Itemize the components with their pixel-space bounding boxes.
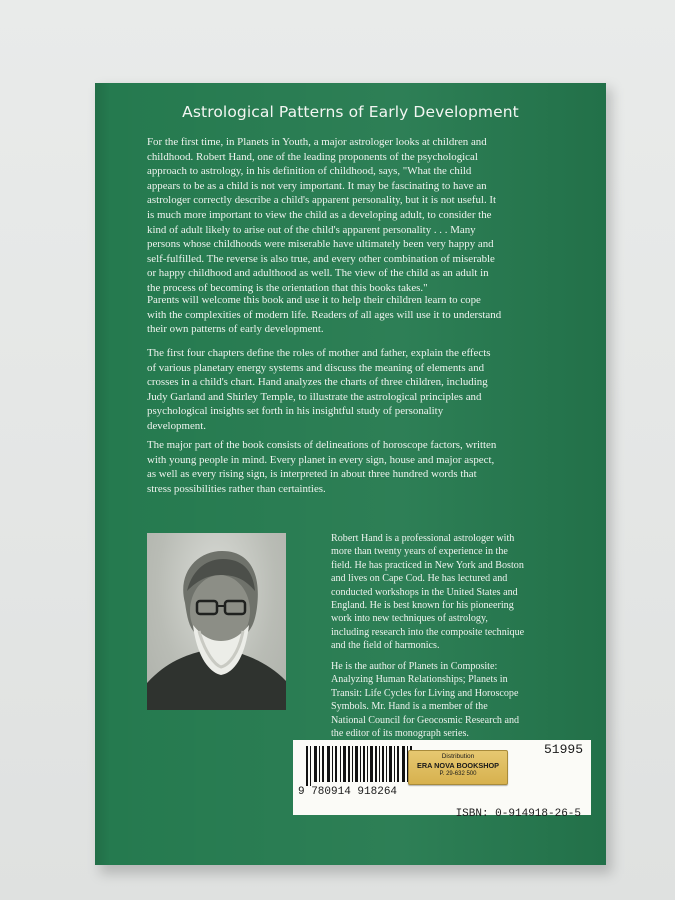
distribution-sticker: Distribution ERA NOVA BOOKSHOP P. 29-632 500 <box>408 750 508 785</box>
price-code: 51995 <box>543 742 583 757</box>
author-bio-paragraph-2: He is the author of Planets in Composite: Analyzing Human Relationships; Planets in Transit: Life Cycles for Living and Horoscope Symbols. Mr. Hand is a member of the National Council for Geocosmic Research and the editor of its monograph series. <box>331 661 520 740</box>
description-paragraph-2: Parents will welcome this book and use it to help their children learn to cope with the complexities of modern life. Readers of all ages will use it to understand their own patterns of early development. <box>147 294 502 336</box>
barcode-area <box>298 742 583 820</box>
description-paragraph-1: For the first time, in Planets in Youth, a major astrologer looks at children and childhood. Robert Hand, one of the leading proponents of the psychological approach to astrology, in his definition of childhood, says, "What the child appears to be as a child is not very important. It may be fascinating to have an astrologer correctly describe a child's apparent personality, but it is not useful. It is much more important to view the child as a developing adult, to consider the kind of adult likely to arise out of the child's apparent personality . . . Many persons whose childhoods were miserable have ultimately been very happy and self-fulfilled. The reverse is also true, and every other combination of miserable or happy childhood and adulthood as well. The view of the child as an adult in the process of becoming is the orientation that this books takes." <box>147 136 497 294</box>
book-back-cover <box>95 83 606 865</box>
cover-title: Astrological Patterns of Early Development <box>182 103 519 121</box>
barcode-number: 9 780914 918264 <box>298 786 398 798</box>
description-paragraph-4: The major part of the book consists of delineations of horoscope factors, written with young people in mind. Every planet in every sign, house and major aspect, as well as every rising sign, is interpreted in about three hundred words that stress possibilities rather than certainties. <box>147 439 497 495</box>
isbn-label: ISBN: 0-914918-26-5 <box>455 808 581 820</box>
author-bio-paragraph-1: Robert Hand is a professional astrologer with more than twenty years of experience in the field. He has practiced in New York and Boston and lives on Cape Cod. He has lectured and conducted workshops in the United States and England. He is best known for his pioneering work into new techniques of astrology, including research into the composite technique and the field of harmonics. <box>331 533 525 652</box>
author-portrait-image <box>147 533 286 710</box>
description-paragraph-3: The first four chapters define the roles of mother and father, explain the effects of various planetary energy systems and discuss the meaning of elements and crosses in a child's chart. Hand analyzes the charts of three children, including Judy Garland and Shirley Temple, to illustrate the astrological principles and psychological insights set forth in his insightful study of personality development. <box>147 347 491 432</box>
author-photo <box>147 533 286 710</box>
